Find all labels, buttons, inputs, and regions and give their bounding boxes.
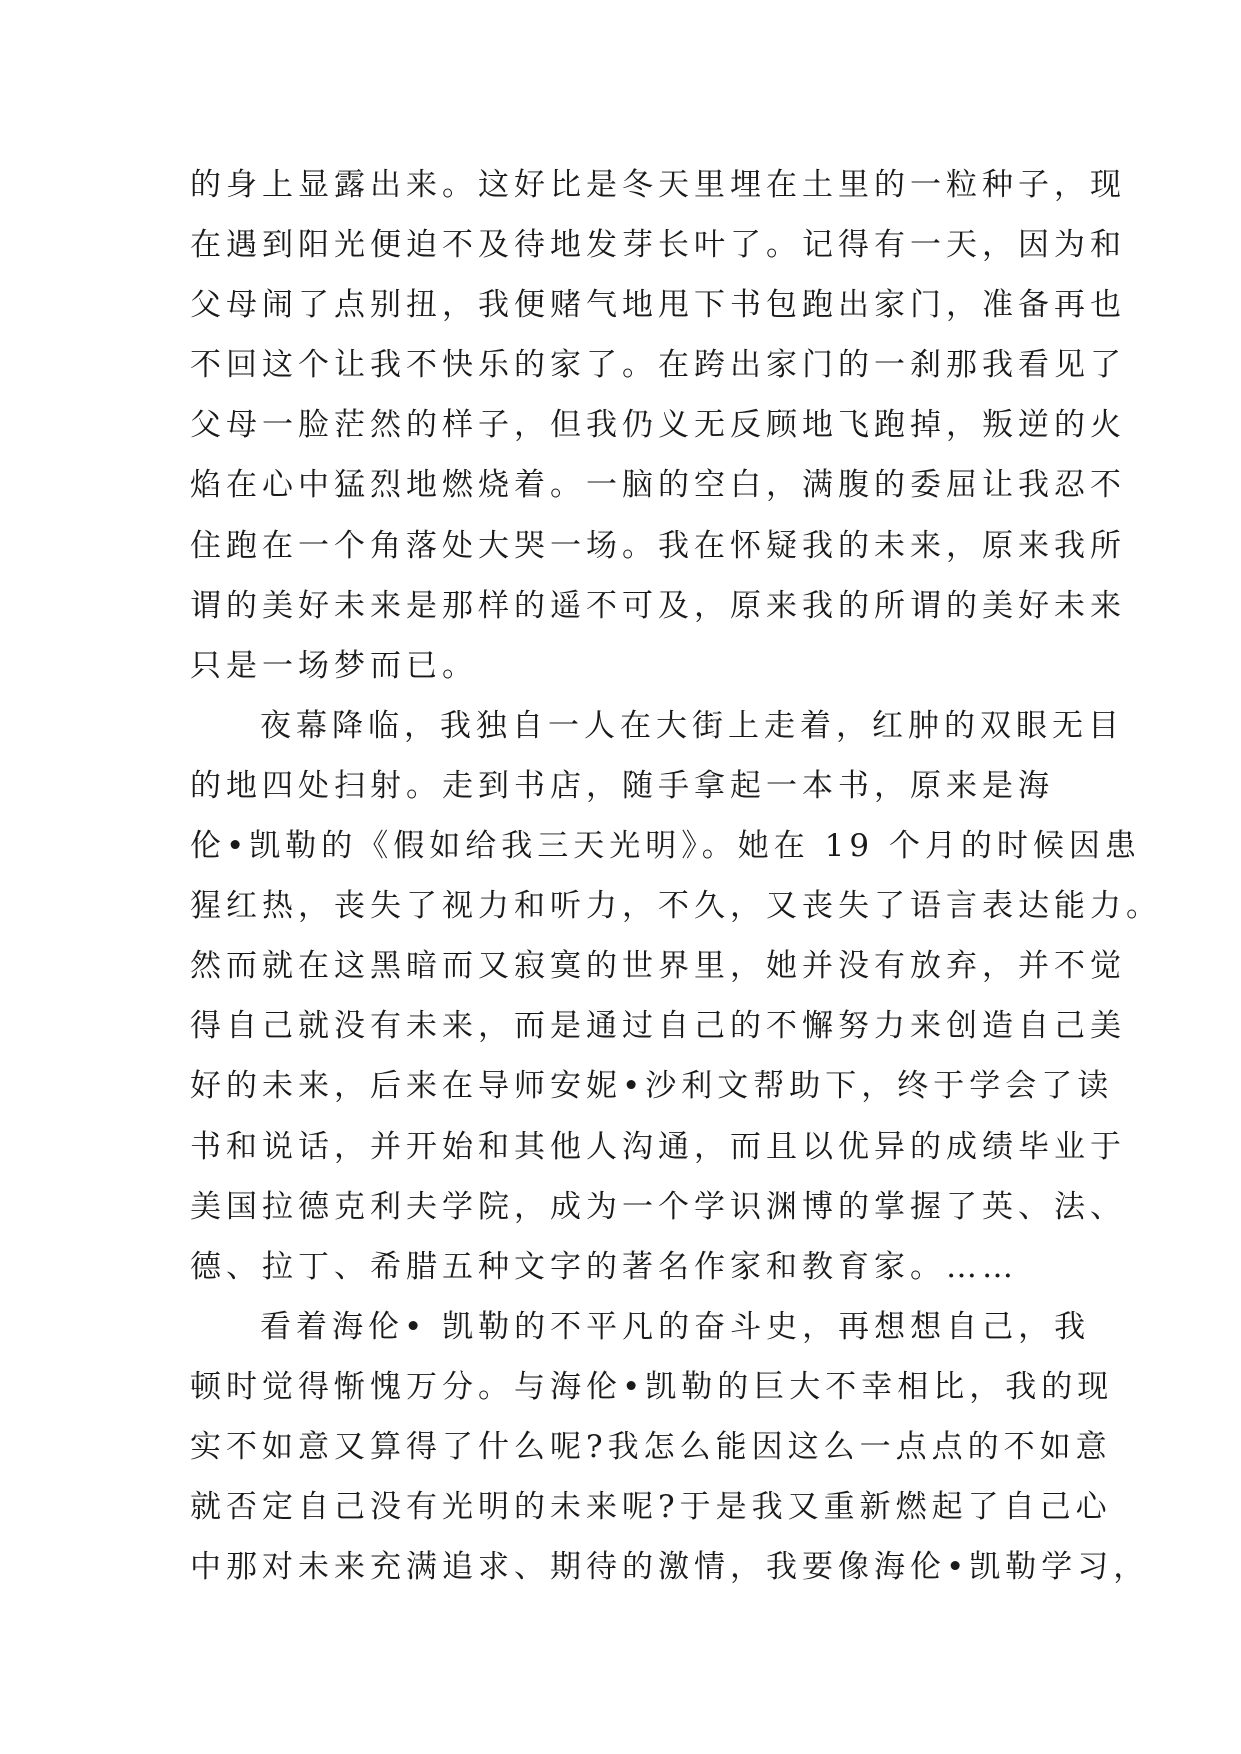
- text-line: 在遇到阳光便迫不及待地发芽长叶了。记得有一天，因为和: [190, 227, 1126, 264]
- text-line: 谓的美好未来是那样的遥不可及，原来我的所谓的美好未来: [190, 587, 1126, 624]
- text-line: 住跑在一个角落处大哭一场。我在怀疑我的未来，原来我所: [190, 527, 1126, 564]
- text-line: 只是一场梦而已。: [190, 647, 478, 684]
- text-line: 美国拉德克利夫学院，成为一个学识渊博的掌握了英、法、: [190, 1188, 1126, 1225]
- text-line: 然而就在这黑暗而又寂寞的世界里，她并没有放弃，并不觉: [190, 948, 1126, 985]
- text-line: 父母一脸茫然的样子，但我仍义无反顾地飞跑掉，叛逆的火: [190, 407, 1126, 444]
- text-line: 猩红热，丧失了视力和听力，不久，又丧失了语言表达能力。: [190, 888, 1162, 925]
- text-line: 实不如意又算得了什么呢?我怎么能因这么一点点的不如意: [190, 1428, 1112, 1465]
- text-line: 的地四处扫射。走到书店，随手拿起一本书，原来是海: [190, 767, 1054, 804]
- text-line: 焰在心中猛烈地燃烧着。一脑的空白，满腹的委屈让我忍不: [190, 467, 1126, 504]
- text-line: 顿时觉得惭愧万分。与海伦•凯勒的巨大不幸相比，我的现: [190, 1368, 1114, 1405]
- text-line: 看着海伦• 凯勒的不平凡的奋斗史，再想想自己，我: [260, 1308, 1091, 1345]
- text-line: 书和说话，并开始和其他人沟通，而且以优异的成绩毕业于: [190, 1128, 1126, 1165]
- text-line: 不回这个让我不快乐的家了。在跨出家门的一刹那我看见了: [190, 347, 1126, 384]
- text-line: 的身上显露出来。这好比是冬天里埋在土里的一粒种子，现: [190, 167, 1126, 203]
- text-line: 伦•凯勒的《假如给我三天光明》。她在 19 个月的时候因患: [190, 828, 1141, 865]
- text-line: 中那对未来充满追求、期待的激情，我要像海伦•凯勒学习，: [190, 1549, 1150, 1586]
- text-line: 就否定自己没有光明的未来呢?于是我又重新燃起了自己心: [190, 1489, 1112, 1526]
- text-line: 德、拉丁、希腊五种文字的著名作家和教育家。……: [190, 1248, 1018, 1285]
- body-text: [190, 155, 1162, 1597]
- text-line: 好的未来，后来在导师安妮•沙利文帮助下，终于学会了读: [190, 1068, 1114, 1105]
- text-line: 父母闹了点别扭，我便赌气地甩下书包跑出家门，准备再也: [190, 287, 1126, 324]
- text-line: 夜幕降临，我独自一人在大街上走着，红肿的双眼无目: [260, 707, 1124, 744]
- text-line: 得自己就没有未来，而是通过自己的不懈努力来创造自己美: [190, 1008, 1126, 1045]
